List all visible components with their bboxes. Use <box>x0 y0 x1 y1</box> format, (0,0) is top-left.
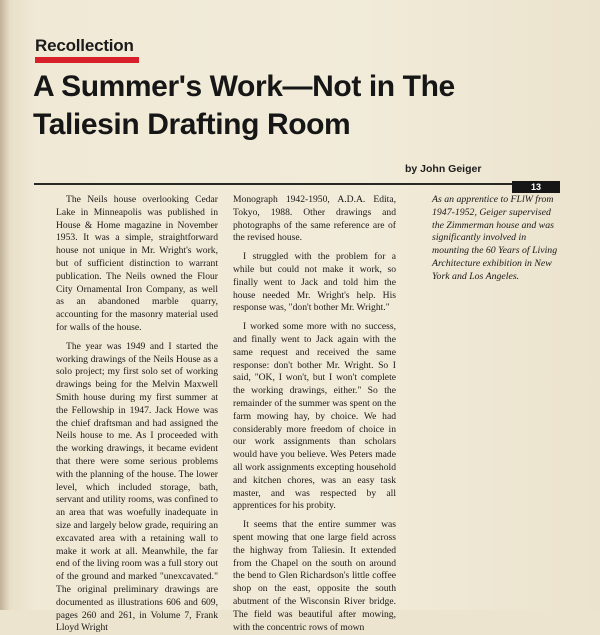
section-label-underline <box>35 57 139 63</box>
author-note <box>432 194 560 284</box>
header-rule <box>34 183 554 185</box>
article-headline: A Summer's Work—Not in The Taliesin Drafting Room <box>33 70 455 141</box>
page-number: 13 <box>512 181 560 193</box>
paragraph: I struggled with the problem for a while but could not make it work, so finally went to Jack and told him the house needed Mr. Wright's help. His response was, "don't bother Mr. Wright." <box>233 251 396 314</box>
section-label: Recollection <box>35 36 134 55</box>
paragraph: The year was 1949 and I started the working drawings of the Neils House as a solo project; my first solo set of working drawings being for the Melvin Maxwell Smith house during my first summer at the Fellowship in 1947. Jack Howe was the chief draftsman and had assigned the Neils house to me. As I proceeded with the working drawings, it became evident that there were some serious problems with the planning of the house. The lower level, which included storage, bath, servant and utility rooms, was confined to an area that was woefully inadequate in size and largely below grade, requiring an excavated area with a retaining wall to make it work at all. Meanwhile, the far end of the living room was a full story out of the ground and marked "unexcavated." The original preliminary drawings are documented as illustrations 606 and 609, pages 260 and 261, in Volume 7, Frank Lloyd Wright <box>56 340 218 634</box>
byline: by John Geiger <box>405 163 482 175</box>
paragraph: Monograph 1942-1950, A.D.A. Edita, Tokyo, 1988. Other drawings and photographs of the same reference are of the revised house. <box>233 194 396 244</box>
paragraph: I worked some more with no success, and finally went to Jack again with the same request and received the same response: don't bother Mr. Wright. So I said, "OK, I won't, but I won't complete the working drawings, either." So the remainder of the summer was spent on the farm mowing hay, by choice. We had considerably more freedom of choice in our work assignments than scholars would have you believe. Wes Peters made all work assignments excepting household and kitchen chores, was an easy task master, and was respected by all apprentices for his probity. <box>233 321 396 512</box>
paragraph: The Neils house overlooking Cedar Lake in Minneapolis was published in House & Home magazine in November 1953. It was a simple, straightforward house not unique in Mr. Wright's work, but of sufficient distinction to warrant publication. The Neils owned the Flour City Ornamental Iron Company, as well as an abandoned marble quarry, accounting for the masonry material used for walls of the house. <box>56 194 218 333</box>
author-note-text: As an apprentice to FLlW from 1947-1952, Geiger supervised the Zimmerman house and was significantly involved in mounting the 60 Years of Living Architecture exhibition in New York and Los Angeles. <box>432 194 558 282</box>
body-column-2 <box>233 194 396 634</box>
paragraph: It seems that the entire summer was spent mowing that one large field across the highway from Taliesin. It extended from the Chapel on the south on around the bend to Glen Richardson's little coffee shop on the east, opposite the south abutment of the Wisconsin River bridge. The field was beautiful after mowing, with the concentric rows of mown <box>233 519 396 633</box>
spine-shadow <box>0 0 10 610</box>
body-column-1 <box>56 194 218 635</box>
